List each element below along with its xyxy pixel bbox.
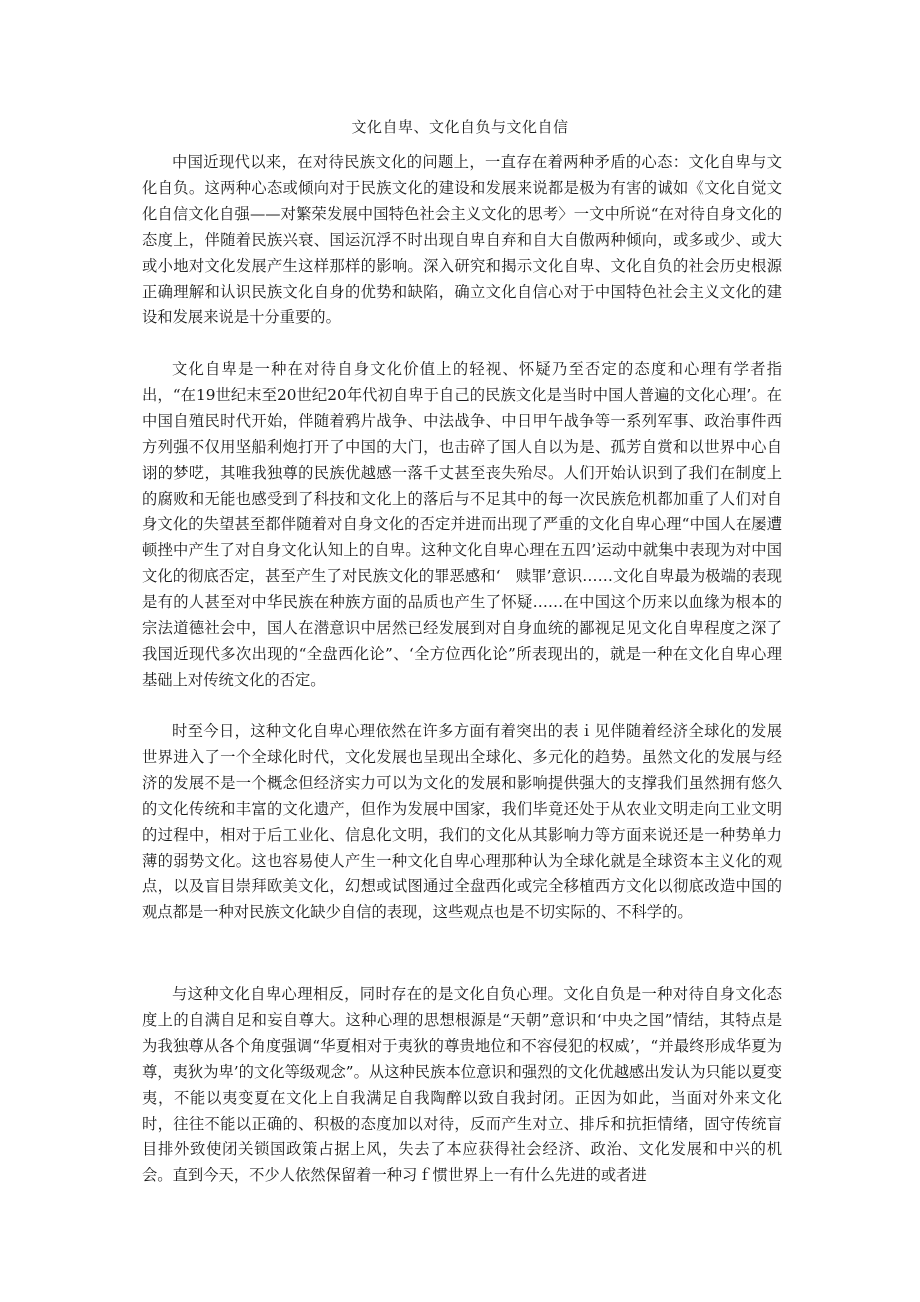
document-title: 文化自卑、文化自负与文化自信 xyxy=(351,118,569,136)
paragraph-4-block xyxy=(142,982,782,1189)
paragraph-3: 时至今日，这种文化自卑心理依然在许多方面有着突出的表ｉ见伴随着经济全球化的发展世界进入了一个全球化时代，文化发展也呈现出全球化、多元化的趋势。虽然文化的发展与经济的发展不是一个概念但经济实力可以为文化的发展和影响提供强大的支撑我们虽然拥有悠久的文化传统和丰富的文化遗产，但作为发展中国家，我们毕竟还处于从农业文明走向工业文明的过程中，相对于后工业化、信息化文明，我们的文化从其影响力等方面来说还是一种势单力薄的弱势文化。这也容易使人产生一种文化自卑心理那种认为全球化就是全球资本主义化的观点，以及盲目崇拜欧美文化，幻想或试图通过全盘西化或完全移植西方文化以彻底改造中国的观点都是一种对民族文化缺少自信的表现，这些观点也是不切实际的、不科学的。 xyxy=(142,722,782,922)
paragraph-1: 中国近现代以来，在对待民族文化的问题上，一直存在着两种矛盾的心态：文化自卑与文化自负。这两种心态或倾向对于民族文化的建设和发展来说都是极为有害的诚如《文化自觉文化自信文化自强——对繁荣发展中国特色社会主义文化的思考〉一文中所说“在对待自身文化的态度上，伴随着民族兴衰、国运沉浮不时出现自卑自弃和自大自傲两种倾向，或多或少、或大或小地对文化发展产生这样那样的影响。深入研究和揭示文化自卑、文化自负的社会历史根源正确理解和认识民族文化自身的优势和缺陷，确立文化自信心对于中国特色社会主义文化的建设和发展来说是十分重要的。 xyxy=(142,153,782,327)
paragraph-1-block xyxy=(142,150,782,331)
paragraph-4: 与这种文化自卑心理相反，同时存在的是文化自负心理。文化自负是一种对待自身文化态度上的自满自足和妄自尊大。这种心理的思想根源是“天朝”意识和‘中央之国”情结，其特点是为我独尊从各个角度强调“华夏相对于夷狄的尊贵地位和不容侵犯的权威’，“并最终形成华夏为尊，夷狄为卑’的文化等级观念”。从这种民族本位意识和强烈的文化优越感出发认为只能以夏变夷，不能以夷变夏在文化上自我满足自我陶醉以致自我封闭。正因为如此，当面对外来文化时，往往不能以正确的、积极的态度加以对待，反而产生对立、排斥和抗拒情绪，固守传统盲目排外致使闭关锁国政策占据上风，失去了本应获得社会经济、政治、文化发展和中兴的机会。直到今天，不少人依然保留着一种习ｆ惯世界上一有什么先进的或者进 xyxy=(142,985,782,1185)
paragraph-2: 文化自卑是一种在对待自身文化价值上的轻视、怀疑乃至否定的态度和心理有学者指出，“在19世纪末至20世纪20年代初自卑于自己的民族文化是当时中国人普遍的文化心理’。在中国自殖民时代开始，伴随着鸦片战争、中法战争、中日甲午战争等一系列军事、政治事件西方列强不仅用坚船利炮打开了中国的大门，也击碎了国人自以为是、孤芳自赏和以世界中心自诩的梦呓，其唯我独尊的民族优越感一落千丈甚至丧失殆尽。人们开始认识到了我们在制度上的腐败和无能也感受到了科技和文化上的落后与不足其中的每一次民族危机都加重了人们对自身文化的失望甚至都伴随着对自身文化的否定并进而出现了严重的文化自卑心理“中国人在屡遭顿挫中产生了对自身文化认知上的自卑。这种文化自卑心理在五四’运动中就集中表现为对中国文化的彻底否定，甚至产生了对民族文化的罪恶感和‘ 赎罪’意识……文化自卑最为极端的表现是有的人甚至对中华民族在种族方面的品质也产生了怀疑……在中国这个历来以血缘为根本的宗法道德社会中，国人在潜意识中居然已经发展到对自身血统的鄙视足见文化自卑程度之深了我国近现代多次出现的“全盘西化论”、‘全方位西化论”所表现出的，就是一种在文化自卑心理基础上对传统文化的否定。 xyxy=(142,360,782,689)
paragraph-3-block xyxy=(142,719,782,926)
paragraph-2-block xyxy=(142,357,782,694)
